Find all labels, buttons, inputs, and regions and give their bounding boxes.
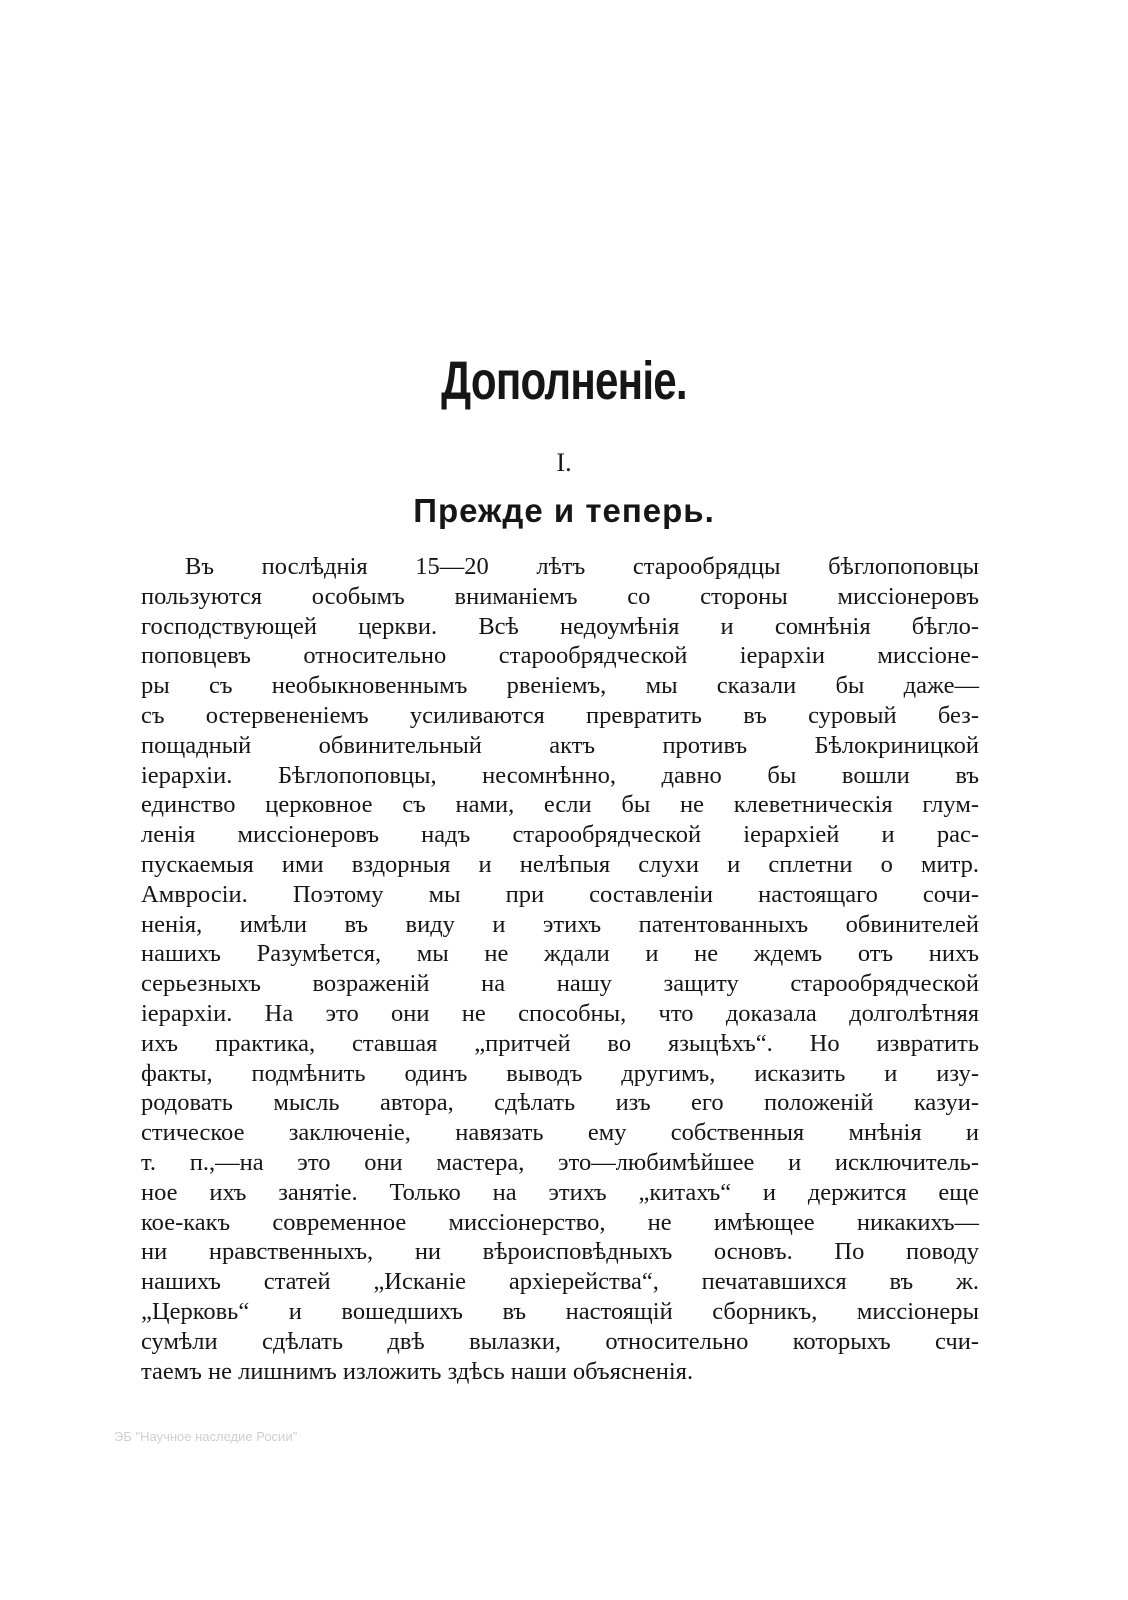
text-line: поповцевъ относительно старообрядческой іерархіи миссіоне-: [141, 642, 979, 670]
page-title: Дополненіе.: [441, 351, 687, 411]
text-line: „Церковь“ и вошедшихъ въ настоящій сборникъ, миссіонеры: [141, 1297, 979, 1325]
text-line: факты, подмѣнить одинъ выводъ другимъ, исказить и изу-: [141, 1059, 979, 1087]
text-line: ни нравственныхъ, ни вѣроисповѣдныхъ основъ. По поводу: [141, 1238, 979, 1266]
section-title: Прежде и теперь.: [413, 492, 715, 529]
text-line: Амвросіи. Поэтому мы при составленіи настоящаго сочи-: [141, 880, 979, 908]
text-line: единство церковное съ нами, если бы не клеветническія глум-: [141, 791, 979, 819]
section-number: I.: [556, 448, 572, 477]
text-line: серьезныхъ возраженій на нашу защиту старообрядческой: [141, 970, 979, 998]
text-line: таемъ не лишнимъ изложить здѣсь наши объясненія.: [141, 1357, 694, 1385]
text-line: ленія миссіонеровъ надъ старообрядческой іерархіей и рас-: [141, 821, 979, 849]
text-line: іерархіи. Бѣглопоповцы, несомнѣнно, давно бы вошли въ: [141, 761, 979, 789]
text-line: пользуются особымъ вниманіемъ со стороны миссіонеровъ: [141, 582, 979, 610]
text-line: съ остервененіемъ усиливаются превратить въ суровый без-: [141, 701, 979, 729]
text-line: ное ихъ занятіе. Только на этихъ „китахъ“ и держится еще: [141, 1178, 979, 1206]
text-line: ры съ необыкновеннымъ рвеніемъ, мы сказали бы даже—: [141, 672, 979, 700]
text-line: Въ послѣднія 15—20 лѣтъ старообрядцы бѣглопоповцы: [185, 553, 979, 580]
text-line: господствующей церкви. Всѣ недоумѣнія и сомнѣнія бѣгло-: [141, 612, 979, 640]
text-line: ихъ практика, ставшая „притчей во языцѣхъ“. Но извратить: [141, 1029, 979, 1057]
text-line: кое-какъ современное миссіонерство, не имѣющее никакихъ—: [141, 1208, 979, 1236]
text-line: пощадный обвинительный актъ противъ Бѣлокриницкой: [141, 731, 979, 759]
text-line: стическое заключеніе, навязать ему собственныя мнѣнія и: [141, 1119, 979, 1147]
text-line: нашихъ Разумѣется, мы не ждали и не ждемъ отъ нихъ: [141, 940, 979, 968]
text-line: нашихъ статей „Исканіе архіерейства“, печатавшихся въ ж.: [141, 1268, 979, 1296]
text-line: ненія, имѣли въ виду и этихъ патентованныхъ обвинителей: [141, 910, 979, 938]
library-watermark: ЭБ "Научное наследие Росии": [114, 1429, 298, 1444]
text-line: родовать мысль автора, сдѣлать изъ его положеній казуи-: [141, 1089, 979, 1117]
text-line: пускаемыя ими вздорныя и нелѣпыя слухи и сплетни о митр.: [141, 850, 979, 878]
text-line: іерархіи. На это они не способны, что доказала долголѣтняя: [141, 999, 979, 1027]
text-line: сумѣли сдѣлать двѣ вылазки, относительно которыхъ счи-: [141, 1327, 979, 1355]
text-line: т. п.,—на это они мастера, это—любимѣйшее и исключитель-: [141, 1148, 979, 1176]
body-paragraph: [141, 552, 979, 1386]
